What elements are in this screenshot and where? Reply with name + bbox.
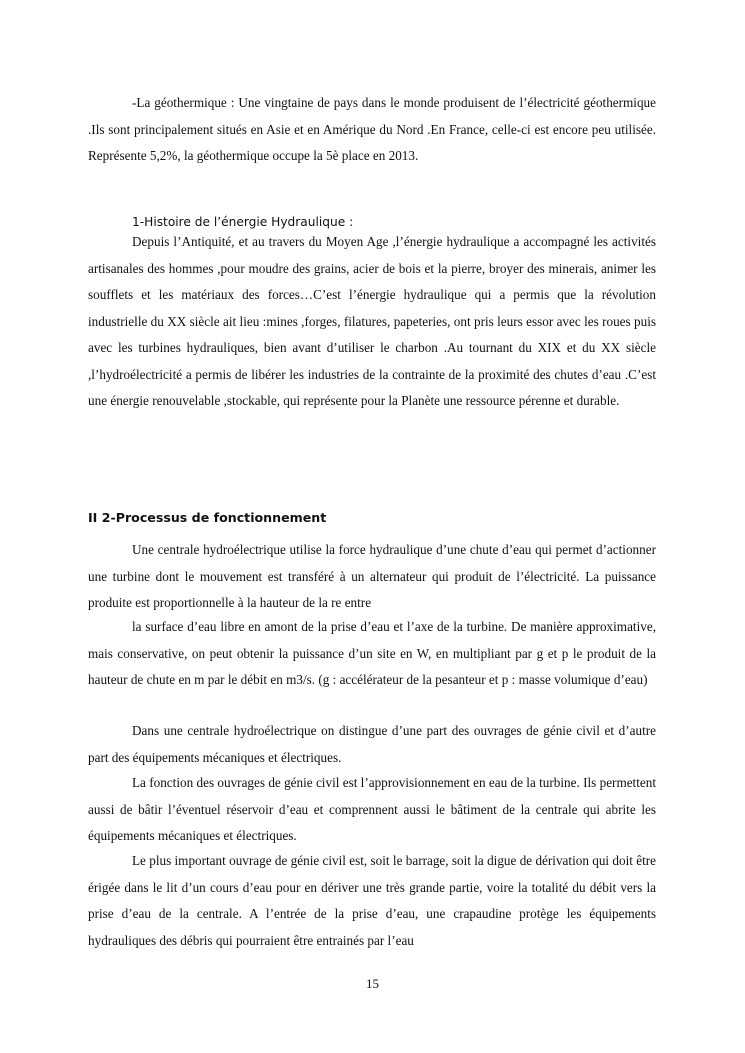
paragraph-centrale: Une centrale hydroélectrique utilise la force hydraulique d’une chute d’eau qui permet d’actionner une turbine dont le mouvement est transféré à un alternateur qui produit de l’électricité. La puissance produite est proportionnelle à la hauteur de la re entre xyxy=(88,542,656,610)
paragraph-genie-civil: La fonction des ouvrages de génie civil est l’approvisionnement en eau de la turbine. Ils permettent aussi de bâtir l’éventuel réservoir d’eau et comprennent aussi le bâtiment de la centrale qui abrite les équipements mécaniques et électriques. xyxy=(88,775,656,843)
paragraph-histoire: Depuis l’Antiquité, et au travers du Moyen Age ,l’énergie hydraulique a accompagné les activités artisanales des hommes ,pour moudre des grains, acier de bois et la pierre, broyer des minerais, animer les soufflets et les matériaux des forces…C’est l’énergie hydraulique qui a permis que la révolution industrielle du XX siècle ait lieu :mines ,forges, filatures, papeteries, ont pris leurs essor avec les roues puis avec les turbines hydrauliques, bien avant d’utiliser le charbon .Au tournant du XIX et du XX siècle ,l’hydroélectricité a permis de libérer les industries de la contrainte de la proximité des chutes d’eau .C’est une énergie renouvelable ,stockable, qui représente pour la Planète une ressource pérenne et durable. xyxy=(88,234,656,408)
section-title-processus: II 2-Processus de fonctionnement xyxy=(88,510,327,525)
paragraph-distinction: Dans une centrale hydroélectrique on distingue d’une part des ouvrages de génie civil et d’autre part des équipements mécaniques et électriques. xyxy=(88,723,656,765)
subtitle-histoire: 1-Histoire de l’énergie Hydraulique : xyxy=(132,215,354,229)
page-number: 15 xyxy=(366,976,379,991)
paragraph-puissance: la surface d’eau libre en amont de la prise d’eau et l’axe de la turbine. De manière approximative, mais conservative, on peut obtenir la puissance d’un site en W, en multipliant par g et p le produit de la hauteur de chute en m par le débit en m3/s. (g : accélérateur de la pesanteur et p : masse volumique d’eau) xyxy=(88,619,656,687)
paragraph-geothermie: -La géothermique : Une vingtaine de pays dans le monde produisent de l’électricité géothermique .Ils sont principalement situés en Asie et en Amérique du Nord .En France, celle-ci est encore peu utilisée. Représente 5,2%, la géothermique occupe la 5è place en 2013. xyxy=(88,95,656,163)
paragraph-barrage: Le plus important ouvrage de génie civil est, soit le barrage, soit la digue de dérivation qui doit être érigée dans le lit d’un cours d’eau pour en dériver une très grande partie, voire la totalité du débit vers la prise d’eau de la centrale. A l’entrée de la prise d’eau, une crapaudine protège les équipements hydrauliques des débris qui pourraient être entrainés par l’eau xyxy=(88,853,656,948)
